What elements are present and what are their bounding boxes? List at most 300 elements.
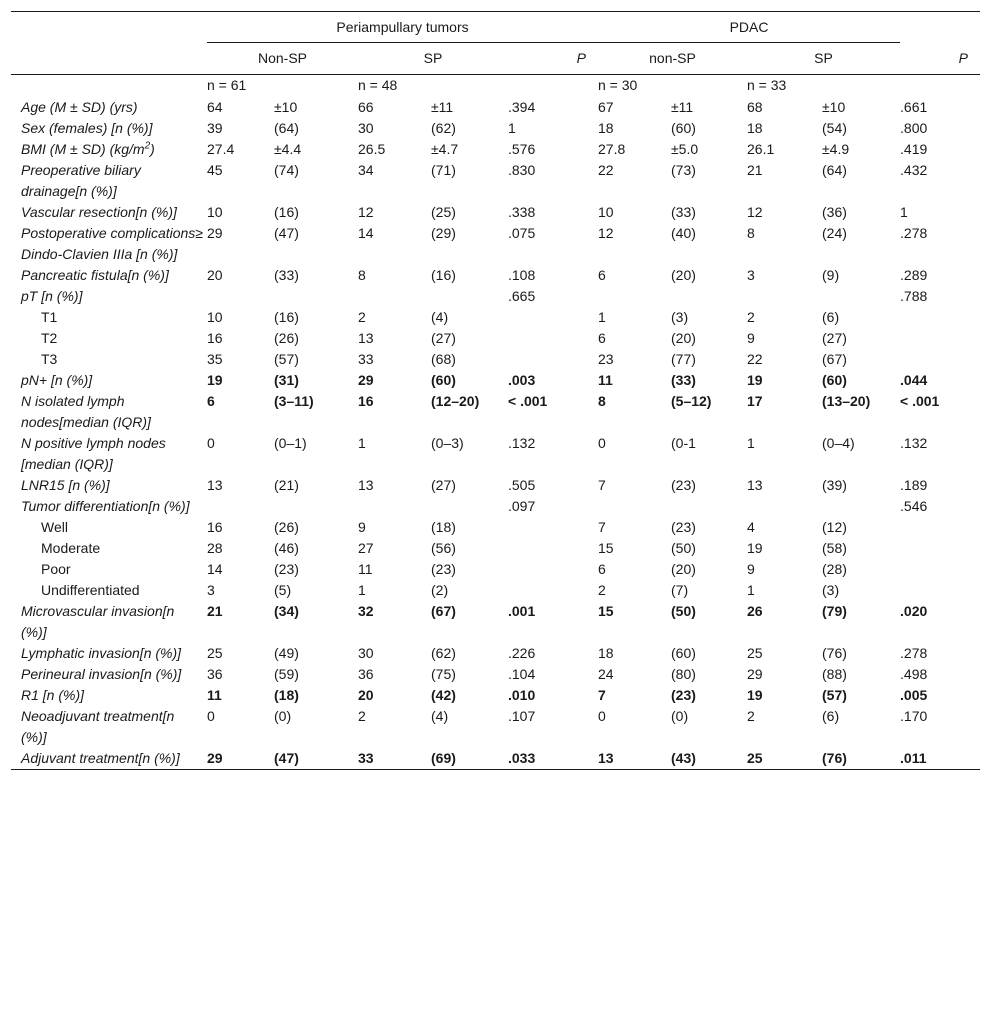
value-cell: (16) (274, 309, 299, 325)
value-cell: 23 (598, 351, 614, 367)
value-cell: 39 (207, 120, 223, 136)
value-cell: (60) (431, 372, 456, 388)
value-cell: 14 (358, 225, 374, 241)
value-cell: 9 (747, 330, 755, 346)
value-cell (431, 286, 508, 307)
value-cell: (3–11) (274, 393, 314, 409)
value-cell: (57) (274, 351, 299, 367)
col-header-sp: SP (358, 43, 508, 75)
row-label (11, 601, 207, 643)
value-cell: (27) (431, 330, 456, 346)
value-cell: (80) (671, 666, 696, 682)
value-cell: (13–20) (822, 393, 871, 409)
value-cell: 18 (598, 645, 614, 661)
col-header-pdac-sp: SP (747, 43, 900, 75)
value-cell: 0 (207, 435, 215, 451)
value-cell: .394 (508, 99, 536, 115)
value-cell: 6 (598, 267, 606, 283)
value-cell: 13 (207, 477, 223, 493)
value-cell: (24) (822, 225, 847, 241)
value-cell: .170 (900, 708, 928, 724)
row-label (11, 685, 207, 706)
table-row (11, 685, 980, 706)
value-cell: 35 (207, 351, 223, 367)
value-cell: ±4.9 (822, 141, 850, 157)
value-cell: (46) (274, 540, 299, 556)
value-cell: (0–1) (274, 435, 307, 451)
value-cell: 25 (747, 645, 763, 661)
value-cell: (12–20) (431, 393, 480, 409)
row-label-text: BMI (M ± SD) (kg/m (21, 141, 145, 157)
value-cell: (18) (274, 687, 299, 703)
row-label (11, 265, 207, 286)
value-cell: .830 (508, 162, 536, 178)
value-cell: (42) (431, 687, 456, 703)
table-row (11, 496, 980, 517)
value-cell: (26) (274, 519, 299, 535)
value-cell: (49) (274, 645, 299, 661)
row-label (11, 349, 207, 370)
value-cell: 0 (598, 708, 606, 724)
value-cell: (31) (274, 372, 299, 388)
table-row (11, 328, 980, 349)
row-label-text: Moderate (41, 540, 101, 556)
value-cell (747, 286, 822, 307)
value-cell: (0) (671, 708, 689, 724)
row-label-text: T3 (41, 351, 58, 367)
value-cell: 25 (747, 750, 763, 766)
count-sp: n = 48 (358, 77, 398, 93)
value-cell: 1 (747, 435, 755, 451)
row-label-text: Lymphatic invasion[n (%)] (21, 645, 182, 661)
count-label-cell (11, 75, 207, 98)
value-cell: .044 (900, 372, 928, 388)
value-cell: 26 (747, 603, 763, 619)
value-cell (358, 286, 431, 307)
row-label-text: Preoperative biliary drainage[n (%)] (21, 162, 141, 199)
value-cell: (27) (822, 330, 847, 346)
value-cell: (5) (274, 582, 292, 598)
value-cell (900, 307, 980, 328)
value-cell: (36) (822, 204, 847, 220)
value-cell: ±11 (431, 99, 454, 115)
row-label-text: Adjuvant treatment[n (%)] (21, 750, 180, 766)
value-cell: (2) (431, 582, 449, 598)
row-label (11, 370, 207, 391)
value-cell: 3 (747, 267, 755, 283)
value-cell: (23) (671, 687, 696, 703)
row-label (11, 706, 207, 748)
col-header-pdac-p: P (900, 43, 980, 75)
value-cell: (62) (431, 645, 456, 661)
value-cell: 26.1 (747, 141, 775, 157)
value-cell: 12 (598, 225, 614, 241)
row-label-text: Tumor differentiation[n (%)] (21, 498, 190, 514)
value-cell: 29 (358, 372, 374, 388)
value-cell: 15 (598, 540, 614, 556)
value-cell: .011 (900, 750, 927, 766)
value-cell: 27.8 (598, 141, 626, 157)
value-cell: 29 (207, 750, 223, 766)
row-label (11, 664, 207, 685)
value-cell (508, 580, 598, 601)
value-cell: (62) (431, 120, 456, 136)
value-cell: 32 (358, 603, 374, 619)
value-cell: (39) (822, 477, 847, 493)
header-row-groups (11, 12, 980, 43)
row-label-text: Postoperative complications≥ Dindo-Clavien IIIa [n (%)] (21, 225, 203, 262)
value-cell: .278 (900, 645, 928, 661)
value-cell: 30 (358, 645, 374, 661)
value-cell: 9 (358, 519, 366, 535)
value-cell: 6 (207, 393, 215, 409)
row-label (11, 517, 207, 538)
value-cell: 10 (207, 309, 223, 325)
value-cell: 20 (207, 267, 223, 283)
value-cell: (16) (431, 267, 456, 283)
value-cell: .104 (508, 666, 536, 682)
value-cell: .010 (508, 687, 536, 703)
value-cell: 45 (207, 162, 223, 178)
value-cell: .338 (508, 204, 536, 220)
value-cell: (0–4) (822, 435, 855, 451)
value-cell: (12) (822, 519, 847, 535)
value-cell (900, 349, 980, 370)
row-label-suffix: ) (150, 141, 155, 157)
value-cell: 8 (747, 225, 755, 241)
table-row (11, 223, 980, 265)
table-row (11, 349, 980, 370)
value-cell: ±10 (822, 99, 846, 115)
value-cell: 68 (747, 99, 763, 115)
value-cell: 3 (207, 582, 215, 598)
value-cell: (50) (671, 603, 696, 619)
value-cell: 2 (747, 708, 755, 724)
value-cell: (9) (822, 267, 840, 283)
value-cell: .278 (900, 225, 928, 241)
value-cell: .432 (900, 162, 928, 178)
row-label-text: T2 (41, 330, 58, 346)
row-label (11, 160, 207, 202)
value-cell: .001 (508, 603, 536, 619)
value-cell: (25) (431, 204, 456, 220)
value-cell: 16 (207, 519, 223, 535)
row-label-superscript: 2 (144, 140, 151, 152)
value-cell: 27.4 (207, 141, 235, 157)
value-cell: (59) (274, 666, 299, 682)
table-row (11, 391, 980, 433)
count-pdac-sp: n = 33 (747, 77, 787, 93)
value-cell: (0–3) (431, 435, 464, 451)
row-label (11, 286, 207, 307)
value-cell: 17 (747, 393, 763, 409)
table-container (11, 11, 980, 770)
value-cell: (58) (822, 540, 847, 556)
row-label (11, 643, 207, 664)
value-cell: 13 (598, 750, 614, 766)
value-cell: .661 (900, 99, 928, 115)
value-cell: (18) (431, 519, 456, 535)
value-cell: (20) (671, 267, 696, 283)
value-cell (274, 286, 358, 307)
value-cell: (60) (822, 372, 847, 388)
value-cell: ±4.4 (274, 141, 302, 157)
value-cell: 1 (747, 582, 755, 598)
value-cell (822, 286, 900, 307)
value-cell: (33) (671, 372, 696, 388)
value-cell: .075 (508, 225, 536, 241)
value-cell: (67) (822, 351, 847, 367)
value-cell: < .001 (508, 393, 548, 409)
col-header-p: P (508, 43, 598, 75)
value-cell: .132 (900, 435, 928, 451)
value-cell: .505 (508, 477, 536, 493)
value-cell: (76) (822, 645, 847, 661)
value-cell: (5–12) (671, 393, 712, 409)
value-cell (598, 286, 671, 307)
value-cell: 34 (358, 162, 374, 178)
value-cell: 30 (358, 120, 374, 136)
value-cell (900, 580, 980, 601)
value-cell: (4) (431, 309, 449, 325)
value-cell: 33 (358, 351, 374, 367)
value-cell: (73) (671, 162, 696, 178)
value-cell (900, 328, 980, 349)
value-cell: 7 (598, 519, 606, 535)
value-cell: .226 (508, 645, 536, 661)
table-row (11, 160, 980, 202)
row-label-text: Well (41, 519, 68, 535)
value-cell: 26.5 (358, 141, 386, 157)
value-cell: (43) (671, 750, 696, 766)
value-cell: (0-1 (671, 435, 696, 451)
value-cell: .132 (508, 435, 536, 451)
value-cell: 28 (207, 540, 223, 556)
value-cell (900, 538, 980, 559)
value-cell: 64 (207, 99, 223, 115)
table-row (11, 370, 980, 391)
value-cell (207, 286, 274, 307)
value-cell: 18 (598, 120, 614, 136)
table-row (11, 265, 980, 286)
value-cell: (23) (274, 561, 299, 577)
value-cell: (56) (431, 540, 456, 556)
row-label (11, 538, 207, 559)
value-cell: (21) (274, 477, 299, 493)
col-header-pdac-non-sp: non-SP (598, 43, 747, 75)
value-cell: 7 (598, 687, 606, 703)
value-cell (207, 496, 274, 517)
table-row (11, 433, 980, 475)
value-cell (508, 538, 598, 559)
row-label (11, 307, 207, 328)
value-cell (747, 496, 822, 517)
value-cell (508, 307, 598, 328)
row-label-text: Neoadjuvant treatment[n (%)] (21, 708, 175, 745)
value-cell: (57) (822, 687, 847, 703)
value-cell (508, 559, 598, 580)
value-cell: 21 (747, 162, 763, 178)
table-row (11, 538, 980, 559)
value-cell: (60) (671, 120, 696, 136)
row-label-text: Perineural invasion[n (%)] (21, 666, 182, 682)
value-cell: (27) (431, 477, 456, 493)
value-cell: 15 (598, 603, 614, 619)
value-cell: .665 (508, 288, 536, 304)
value-cell: 21 (207, 603, 223, 619)
row-label (11, 118, 207, 139)
value-cell: .020 (900, 603, 928, 619)
value-cell: ±4.7 (431, 141, 459, 157)
row-label-text: N positive lymph nodes [median (IQR)] (21, 435, 166, 472)
value-cell: (7) (671, 582, 689, 598)
table-body (11, 75, 980, 770)
value-cell: 19 (747, 372, 763, 388)
value-cell: (6) (822, 309, 840, 325)
value-cell: 12 (747, 204, 763, 220)
value-cell: (29) (431, 225, 456, 241)
value-cell (274, 496, 358, 517)
value-cell: .033 (508, 750, 536, 766)
value-cell: (0) (274, 708, 292, 724)
value-cell: 25 (207, 645, 223, 661)
value-cell: (23) (671, 477, 696, 493)
row-label (11, 391, 207, 433)
value-cell: .005 (900, 687, 928, 703)
value-cell: 8 (598, 393, 606, 409)
value-cell: (33) (274, 267, 299, 283)
row-label-text: Poor (41, 561, 71, 577)
table-row (11, 139, 980, 160)
value-cell (822, 496, 900, 517)
value-cell: 8 (358, 267, 366, 283)
count-non-sp: n = 61 (207, 77, 247, 93)
count-pdac-p-empty (900, 75, 980, 98)
value-cell: (64) (822, 162, 847, 178)
row-label (11, 475, 207, 496)
value-cell: ±5.0 (671, 141, 699, 157)
value-cell: 10 (207, 204, 223, 220)
value-cell: (3) (822, 582, 840, 598)
row-label-text: pT [n (%)] (21, 288, 83, 304)
value-cell: 0 (207, 708, 215, 724)
value-cell: 18 (747, 120, 763, 136)
results-table (11, 11, 980, 770)
table-row (11, 202, 980, 223)
value-cell: 12 (358, 204, 374, 220)
table-row (11, 307, 980, 328)
value-cell: .189 (900, 477, 928, 493)
value-cell: 36 (207, 666, 223, 682)
row-label (11, 496, 207, 517)
value-cell: 11 (598, 372, 613, 388)
value-cell: (71) (431, 162, 456, 178)
value-cell: 1 (358, 435, 366, 451)
value-cell: 6 (598, 330, 606, 346)
value-cell: (54) (822, 120, 847, 136)
value-cell: .419 (900, 141, 928, 157)
table-row (11, 559, 980, 580)
header-row-subgroups (11, 43, 980, 75)
value-cell: (47) (274, 750, 299, 766)
row-label-text: Microvascular invasion[n (%)] (21, 603, 175, 640)
row-label-text: Undifferentiated (41, 582, 140, 598)
value-cell: (75) (431, 666, 456, 682)
value-cell: (67) (431, 603, 456, 619)
value-cell: 11 (207, 687, 222, 703)
count-p-empty (508, 75, 598, 98)
row-label-text: T1 (41, 309, 58, 325)
value-cell (598, 496, 671, 517)
table-row (11, 580, 980, 601)
value-cell: 11 (358, 561, 373, 577)
value-cell: 1 (598, 309, 606, 325)
value-cell (431, 496, 508, 517)
row-label-text: Sex (females) [n (%)] (21, 120, 153, 136)
value-cell: .003 (508, 372, 536, 388)
table-row (11, 475, 980, 496)
value-cell: (20) (671, 561, 696, 577)
value-cell: 33 (358, 750, 374, 766)
value-cell: .546 (900, 498, 928, 514)
table-row (11, 97, 980, 118)
value-cell: (4) (431, 708, 449, 724)
value-cell: 27 (358, 540, 374, 556)
row-label-text: pN+ [n (%)] (21, 372, 93, 388)
row-label-text: Age (M ± SD) (yrs) (21, 99, 138, 115)
value-cell: (23) (431, 561, 456, 577)
group-header-pdac: PDAC (598, 12, 900, 43)
value-cell: .800 (900, 120, 928, 136)
value-cell: 16 (207, 330, 223, 346)
value-cell: 4 (747, 519, 755, 535)
row-label-text: Vascular resection[n (%)] (21, 204, 177, 220)
value-cell: (76) (822, 750, 847, 766)
value-cell: 1 (900, 204, 908, 220)
group-header-periampullary: Periampullary tumors (207, 12, 598, 43)
value-cell: .498 (900, 666, 928, 682)
value-cell: 1 (508, 120, 516, 136)
value-cell: (74) (274, 162, 299, 178)
value-cell: 13 (358, 477, 374, 493)
row-label (11, 748, 207, 770)
row-label-text: LNR15 [n (%)] (21, 477, 110, 493)
value-cell: 16 (358, 393, 374, 409)
value-cell: (40) (671, 225, 696, 241)
value-cell: (69) (431, 750, 456, 766)
value-cell: ±11 (671, 99, 694, 115)
value-cell: 1 (358, 582, 366, 598)
table-row (11, 706, 980, 748)
value-cell: ±10 (274, 99, 298, 115)
value-cell: 7 (598, 477, 606, 493)
value-cell: (79) (822, 603, 847, 619)
value-cell: .097 (508, 498, 536, 514)
value-cell: 29 (207, 225, 223, 241)
table-row (11, 664, 980, 685)
row-label (11, 139, 207, 160)
value-cell: (68) (431, 351, 456, 367)
value-cell: 19 (747, 687, 763, 703)
value-cell: 19 (747, 540, 763, 556)
value-cell: (77) (671, 351, 696, 367)
row-label (11, 559, 207, 580)
table-row (11, 601, 980, 643)
value-cell (671, 286, 747, 307)
value-cell: 19 (207, 372, 223, 388)
table-row (11, 748, 980, 770)
value-cell: .108 (508, 267, 536, 283)
